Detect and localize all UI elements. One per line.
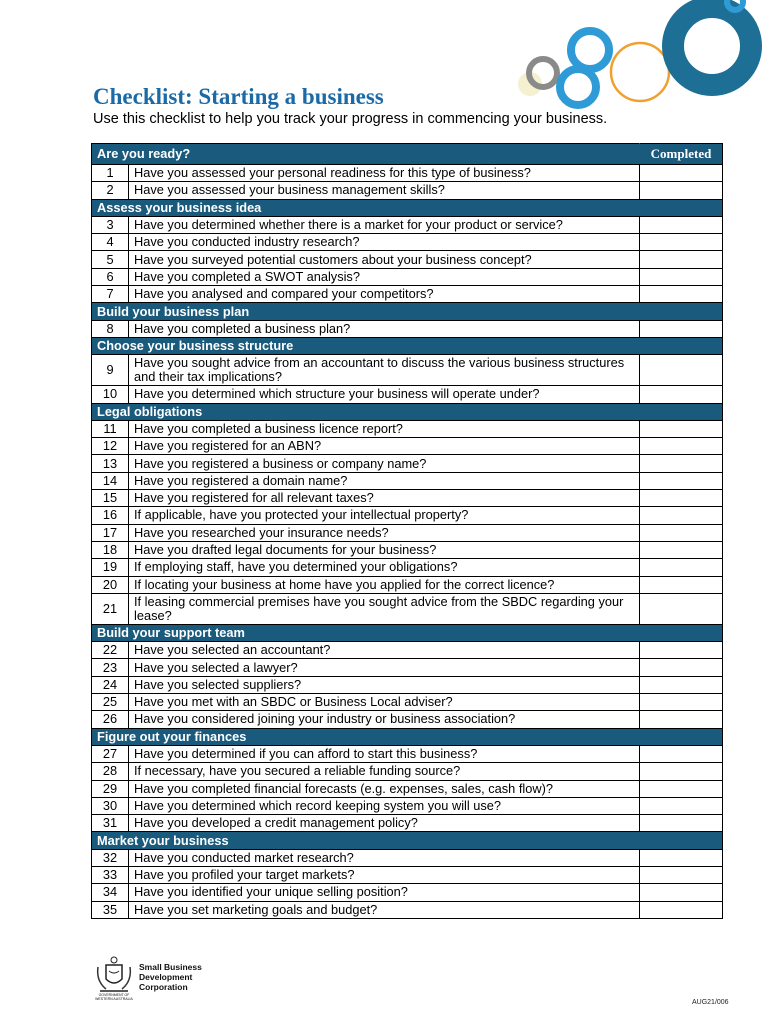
item-number: 16 bbox=[92, 507, 129, 524]
completed-checkbox-cell[interactable] bbox=[640, 763, 723, 780]
table-row bbox=[92, 866, 723, 883]
item-question: Have you determined which record keeping system you will use? bbox=[129, 797, 640, 814]
checklist-table bbox=[91, 143, 723, 919]
completed-checkbox-cell[interactable] bbox=[640, 182, 723, 199]
organisation-name bbox=[139, 962, 237, 992]
completed-checkbox-cell[interactable] bbox=[640, 676, 723, 693]
item-number: 19 bbox=[92, 559, 129, 576]
completed-checkbox-cell[interactable] bbox=[640, 438, 723, 455]
item-number: 1 bbox=[92, 165, 129, 182]
section-row bbox=[92, 303, 723, 320]
completed-checkbox-cell[interactable] bbox=[640, 642, 723, 659]
section-completed-cell bbox=[640, 624, 723, 641]
completed-checkbox-cell[interactable] bbox=[640, 593, 723, 624]
completed-checkbox-cell[interactable] bbox=[640, 901, 723, 918]
item-number: 10 bbox=[92, 386, 129, 403]
table-row bbox=[92, 455, 723, 472]
item-question: Have you assessed your personal readiness for this type of business? bbox=[129, 165, 640, 182]
completed-checkbox-cell[interactable] bbox=[640, 355, 723, 386]
section-header: Are you ready? bbox=[92, 144, 640, 165]
blue-ring-medium bbox=[571, 31, 609, 69]
item-number: 23 bbox=[92, 659, 129, 676]
item-question: Have you determined which structure your business will operate under? bbox=[129, 386, 640, 403]
item-question: Have you completed a business plan? bbox=[129, 320, 640, 337]
item-question: Have you analysed and compared your competitors? bbox=[129, 286, 640, 303]
table-header-row bbox=[92, 144, 723, 165]
completed-checkbox-cell[interactable] bbox=[640, 320, 723, 337]
table-row bbox=[92, 780, 723, 797]
table-row bbox=[92, 216, 723, 233]
table-row bbox=[92, 541, 723, 558]
table-row bbox=[92, 659, 723, 676]
item-number: 7 bbox=[92, 286, 129, 303]
item-question: Have you assessed your business management skills? bbox=[129, 182, 640, 199]
table-row bbox=[92, 694, 723, 711]
item-question: Have you registered for all relevant taxes? bbox=[129, 490, 640, 507]
table-row bbox=[92, 745, 723, 762]
item-number: 26 bbox=[92, 711, 129, 728]
item-question: If employing staff, have you determined your obligations? bbox=[129, 559, 640, 576]
item-question: If locating your business at home have you applied for the correct licence? bbox=[129, 576, 640, 593]
table-row bbox=[92, 268, 723, 285]
org-name-line-1: Small Business bbox=[139, 962, 202, 972]
section-row bbox=[92, 728, 723, 745]
item-number: 27 bbox=[92, 745, 129, 762]
item-question: Have you selected an accountant? bbox=[129, 642, 640, 659]
completed-checkbox-cell[interactable] bbox=[640, 694, 723, 711]
completed-checkbox-cell[interactable] bbox=[640, 216, 723, 233]
page-subtitle: Use this checklist to help you track your progress in commencing your business. bbox=[93, 111, 608, 127]
completed-column-header: Completed bbox=[640, 144, 723, 165]
table-row bbox=[92, 286, 723, 303]
completed-checkbox-cell[interactable] bbox=[640, 251, 723, 268]
table-row bbox=[92, 576, 723, 593]
item-question: Have you conducted market research? bbox=[129, 849, 640, 866]
item-question: If applicable, have you protected your intellectual property? bbox=[129, 507, 640, 524]
item-question: Have you selected a lawyer? bbox=[129, 659, 640, 676]
completed-checkbox-cell[interactable] bbox=[640, 165, 723, 182]
item-question: Have you registered a domain name? bbox=[129, 472, 640, 489]
item-number: 9 bbox=[92, 355, 129, 386]
item-question: Have you surveyed potential customers about your business concept? bbox=[129, 251, 640, 268]
table-row bbox=[92, 182, 723, 199]
table-row bbox=[92, 320, 723, 337]
item-question: Have you conducted industry research? bbox=[129, 234, 640, 251]
table-row bbox=[92, 559, 723, 576]
section-header: Market your business bbox=[92, 832, 640, 849]
item-number: 29 bbox=[92, 780, 129, 797]
item-number: 6 bbox=[92, 268, 129, 285]
section-completed-cell bbox=[640, 832, 723, 849]
item-number: 32 bbox=[92, 849, 129, 866]
item-question: Have you considered joining your industry or business association? bbox=[129, 711, 640, 728]
item-question: Have you set marketing goals and budget? bbox=[129, 901, 640, 918]
completed-checkbox-cell[interactable] bbox=[640, 745, 723, 762]
table-row bbox=[92, 420, 723, 437]
item-number: 18 bbox=[92, 541, 129, 558]
item-question: Have you researched your insurance needs? bbox=[129, 524, 640, 541]
item-question: If leasing commercial premises have you sought advice from the SBDC regarding your lease? bbox=[129, 593, 640, 624]
completed-checkbox-cell[interactable] bbox=[640, 455, 723, 472]
table-row bbox=[92, 884, 723, 901]
completed-checkbox-cell[interactable] bbox=[640, 849, 723, 866]
completed-checkbox-cell[interactable] bbox=[640, 507, 723, 524]
completed-checkbox-cell[interactable] bbox=[640, 711, 723, 728]
item-number: 21 bbox=[92, 593, 129, 624]
completed-checkbox-cell[interactable] bbox=[640, 541, 723, 558]
completed-checkbox-cell[interactable] bbox=[640, 524, 723, 541]
section-completed-cell bbox=[640, 199, 723, 216]
section-row bbox=[92, 199, 723, 216]
section-completed-cell bbox=[640, 728, 723, 745]
section-header: Assess your business idea bbox=[92, 199, 640, 216]
completed-checkbox-cell[interactable] bbox=[640, 797, 723, 814]
item-number: 15 bbox=[92, 490, 129, 507]
item-number: 31 bbox=[92, 815, 129, 832]
table-row bbox=[92, 711, 723, 728]
item-question: Have you identified your unique selling position? bbox=[129, 884, 640, 901]
table-row bbox=[92, 386, 723, 403]
table-row bbox=[92, 642, 723, 659]
item-number: 22 bbox=[92, 642, 129, 659]
item-question: Have you determined whether there is a market for your product or service? bbox=[129, 216, 640, 233]
item-question: If necessary, have you secured a reliable funding source? bbox=[129, 763, 640, 780]
orange-ring bbox=[611, 43, 669, 101]
table-row bbox=[92, 815, 723, 832]
section-header: Figure out your finances bbox=[92, 728, 640, 745]
dark-blue-ring bbox=[673, 7, 751, 85]
completed-checkbox-cell[interactable] bbox=[640, 472, 723, 489]
item-number: 3 bbox=[92, 216, 129, 233]
item-question: Have you profiled your target markets? bbox=[129, 866, 640, 883]
table-row bbox=[92, 849, 723, 866]
item-number: 11 bbox=[92, 420, 129, 437]
completed-checkbox-cell[interactable] bbox=[640, 386, 723, 403]
table-row bbox=[92, 797, 723, 814]
completed-checkbox-cell[interactable] bbox=[640, 420, 723, 437]
section-completed-cell bbox=[640, 337, 723, 354]
item-question: Have you completed a business licence report? bbox=[129, 420, 640, 437]
section-header: Build your support team bbox=[92, 624, 640, 641]
table-row bbox=[92, 763, 723, 780]
section-header: Legal obligations bbox=[92, 403, 640, 420]
item-number: 12 bbox=[92, 438, 129, 455]
item-number: 35 bbox=[92, 901, 129, 918]
completed-checkbox-cell[interactable] bbox=[640, 268, 723, 285]
section-header: Choose your business structure bbox=[92, 337, 640, 354]
item-question: Have you registered for an ABN? bbox=[129, 438, 640, 455]
completed-checkbox-cell[interactable] bbox=[640, 559, 723, 576]
item-number: 8 bbox=[92, 320, 129, 337]
table-row bbox=[92, 355, 723, 386]
completed-checkbox-cell[interactable] bbox=[640, 286, 723, 303]
coat-of-arms-icon bbox=[92, 955, 136, 995]
table-row bbox=[92, 676, 723, 693]
item-question: Have you registered a business or company name? bbox=[129, 455, 640, 472]
item-number: 25 bbox=[92, 694, 129, 711]
completed-checkbox-cell[interactable] bbox=[640, 659, 723, 676]
item-number: 2 bbox=[92, 182, 129, 199]
section-row bbox=[92, 832, 723, 849]
item-number: 33 bbox=[92, 866, 129, 883]
item-question: Have you completed financial forecasts (e.g. expenses, sales, cash flow)? bbox=[129, 780, 640, 797]
page-title: Checklist: Starting a business bbox=[93, 84, 384, 109]
table-row bbox=[92, 234, 723, 251]
blue-ring-small bbox=[560, 69, 596, 105]
section-row bbox=[92, 403, 723, 420]
section-row bbox=[92, 337, 723, 354]
item-number: 13 bbox=[92, 455, 129, 472]
completed-checkbox-cell[interactable] bbox=[640, 815, 723, 832]
item-number: 4 bbox=[92, 234, 129, 251]
section-completed-cell bbox=[640, 403, 723, 420]
completed-checkbox-cell[interactable] bbox=[640, 234, 723, 251]
completed-checkbox-cell[interactable] bbox=[640, 490, 723, 507]
item-number: 34 bbox=[92, 884, 129, 901]
document-code: AUG21/006 bbox=[692, 999, 729, 1006]
item-question: Have you completed a SWOT analysis? bbox=[129, 268, 640, 285]
item-number: 14 bbox=[92, 472, 129, 489]
table-row bbox=[92, 524, 723, 541]
item-question: Have you developed a credit management policy? bbox=[129, 815, 640, 832]
section-header: Build your business plan bbox=[92, 303, 640, 320]
completed-checkbox-cell[interactable] bbox=[640, 780, 723, 797]
item-question: Have you sought advice from an accountant to discuss the various business structures and their tax implications? bbox=[129, 355, 640, 386]
table-row bbox=[92, 438, 723, 455]
completed-checkbox-cell[interactable] bbox=[640, 884, 723, 901]
government-label: GOVERNMENT OF WESTERN AUSTRALIA bbox=[95, 993, 133, 1001]
table-row bbox=[92, 901, 723, 918]
item-number: 17 bbox=[92, 524, 129, 541]
item-question: Have you selected suppliers? bbox=[129, 676, 640, 693]
item-question: Have you met with an SBDC or Business Local adviser? bbox=[129, 694, 640, 711]
item-number: 30 bbox=[92, 797, 129, 814]
completed-checkbox-cell[interactable] bbox=[640, 866, 723, 883]
section-completed-cell bbox=[640, 303, 723, 320]
item-number: 28 bbox=[92, 763, 129, 780]
table-row bbox=[92, 593, 723, 624]
section-row bbox=[92, 624, 723, 641]
table-row bbox=[92, 165, 723, 182]
item-question: Have you determined if you can afford to start this business? bbox=[129, 745, 640, 762]
sbdc-logo bbox=[92, 955, 237, 1005]
org-name-line-2: Development Corporation bbox=[139, 972, 193, 992]
completed-checkbox-cell[interactable] bbox=[640, 576, 723, 593]
item-number: 24 bbox=[92, 676, 129, 693]
item-number: 20 bbox=[92, 576, 129, 593]
item-number: 5 bbox=[92, 251, 129, 268]
table-row bbox=[92, 490, 723, 507]
table-row bbox=[92, 251, 723, 268]
item-question: Have you drafted legal documents for your business? bbox=[129, 541, 640, 558]
table-row bbox=[92, 507, 723, 524]
table-row bbox=[92, 472, 723, 489]
